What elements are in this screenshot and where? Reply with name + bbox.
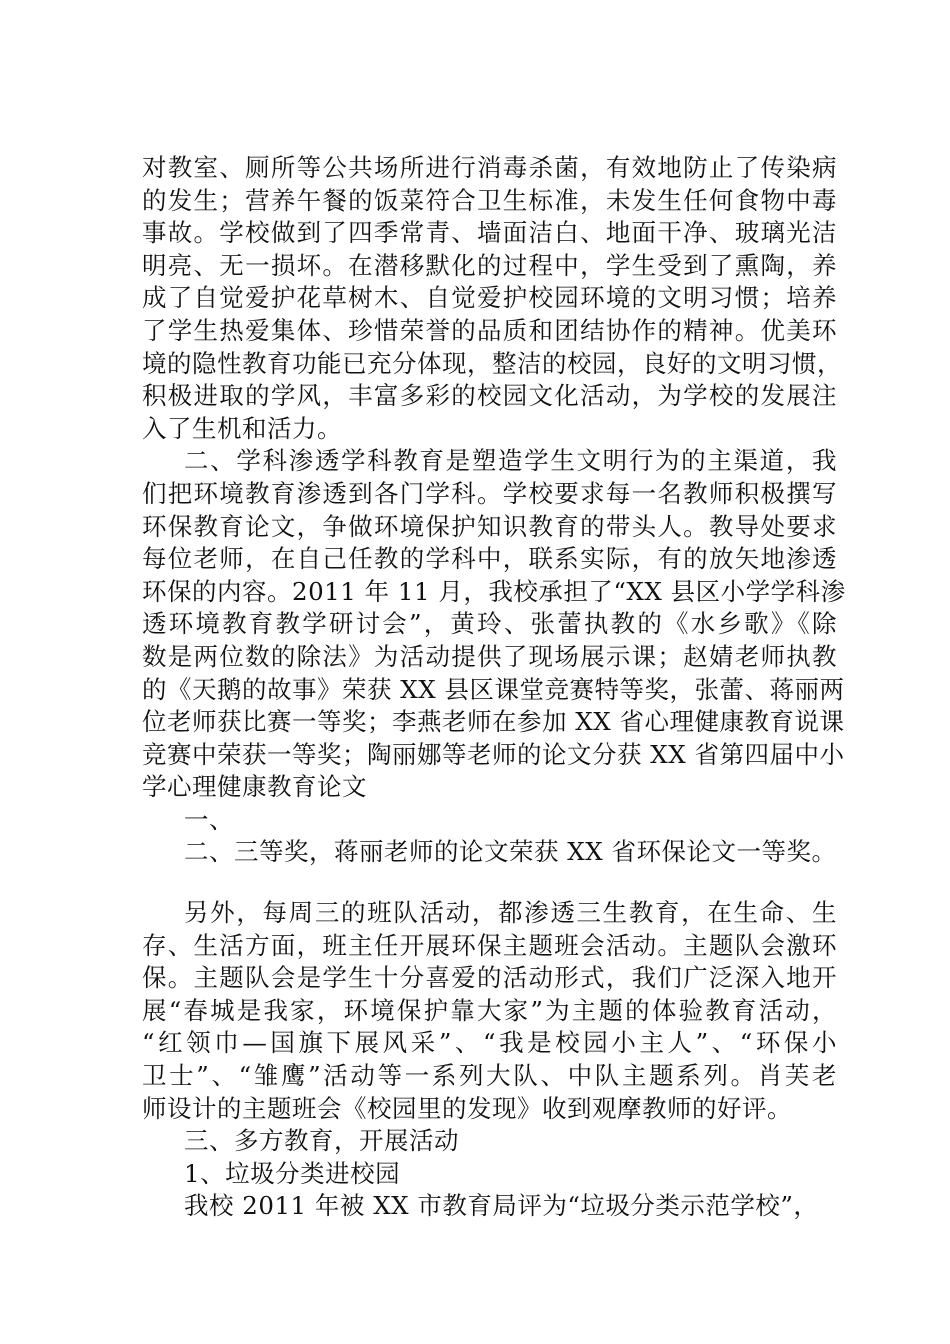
subsection-heading: 1、垃圾分类进校园: [184, 1158, 401, 1188]
text-line: 存、生活方面，班主任开展环保主题班会活动。主题队会激环: [142, 930, 837, 960]
text-line: 保。主题队会是学生十分喜爱的活动形式，我们广泛深入地开: [142, 963, 837, 993]
text-line: 境的隐性教育功能已充分体现，整洁的校园，良好的文明习惯，: [142, 348, 842, 378]
text-line: 的发生；营养午餐的饭菜符合卫生标准，未发生任何食物中毒: [142, 185, 837, 215]
text-line: 的《天鹅的故事》荣获 XX 县区课堂竞赛特等奖，张蕾、蒋丽两: [142, 674, 845, 704]
section-three-heading: 三、多方教育，开展活动: [184, 1126, 459, 1156]
text-line: 数是两位数的除法》为活动提供了现场展示课；赵婧老师执教: [142, 641, 837, 671]
text-line: 卫士”、“雏鹰”活动等一系列大队、中队主题系列。肖芙老: [142, 1061, 837, 1091]
text-line: “红领巾—国旗下展风采”、“我是校园小主人”、“环保小: [142, 1028, 837, 1058]
list-marker-line: 一、: [184, 804, 234, 834]
text-line: 们把环境教育渗透到各门学科。学校要求每一名教师积极撰写: [142, 478, 837, 508]
text-line: 对教室、厕所等公共场所进行消毒杀菌，有效地防止了传染病: [142, 153, 837, 182]
text-line: 积极进取的学风，丰富多彩的校园文化活动，为学校的发展注: [142, 381, 837, 411]
text-line: 二、三等奖，蒋丽老师的论文荣获 XX 省环保论文一等奖。: [184, 837, 837, 867]
text-line: 位老师获比赛一等奖；李燕老师在参加 XX 省心理健康教育说课: [142, 707, 845, 737]
text-line: 明亮、无一损坏。在潜移默化的过程中，学生受到了熏陶，养: [142, 250, 837, 280]
text-line: 环保的内容。2011 年 11 月，我校承担了“XX 县区小学学科渗: [142, 576, 846, 606]
text-line: 每位老师，在自己任教的学科中，联系实际，有的放矢地渗透: [142, 544, 837, 574]
blank-line: [142, 869, 837, 897]
text-line: 环保教育论文，争做环境保护知识教育的带头人。教导处要求: [142, 511, 837, 541]
text-line: 师设计的主题班会《校园里的发现》收到观摩教师的好评。: [142, 1093, 792, 1123]
document-body: [142, 152, 846, 1223]
text-line: 另外，每周三的班队活动，都渗透三生教育，在生命、生: [184, 898, 837, 928]
text-line: 竞赛中荣获一等奖；陶丽娜等老师的论文分获 XX 省第四届中小: [142, 739, 845, 769]
text-line: 展“春城是我家，环境保护靠大家”为主题的体验教育活动，: [142, 995, 837, 1025]
text-line: 入了生机和活力。: [142, 413, 342, 443]
text-line: 了学生热爱集体、珍惜荣誉的品质和团结协作的精神。优美环: [142, 315, 837, 345]
text-line: 我校 2011 年被 XX 市教育局评为“垃圾分类示范学校”，: [184, 1191, 819, 1221]
text-line: 学心理健康教育论文: [142, 772, 367, 802]
text-line: 事故。学校做到了四季常青、墙面洁白、地面干净、玻璃光洁: [142, 218, 837, 248]
text-line: 透环境教育教学研讨会”，黄玲、张蕾执教的《水乡歌》《除: [142, 609, 837, 639]
text-line: 成了自觉爱护花草树木、自觉爱护校园环境的文明习惯；培养: [142, 283, 837, 313]
section-two-heading-line: 二、学科渗透学科教育是塑造学生文明行为的主渠道，我: [184, 446, 837, 476]
